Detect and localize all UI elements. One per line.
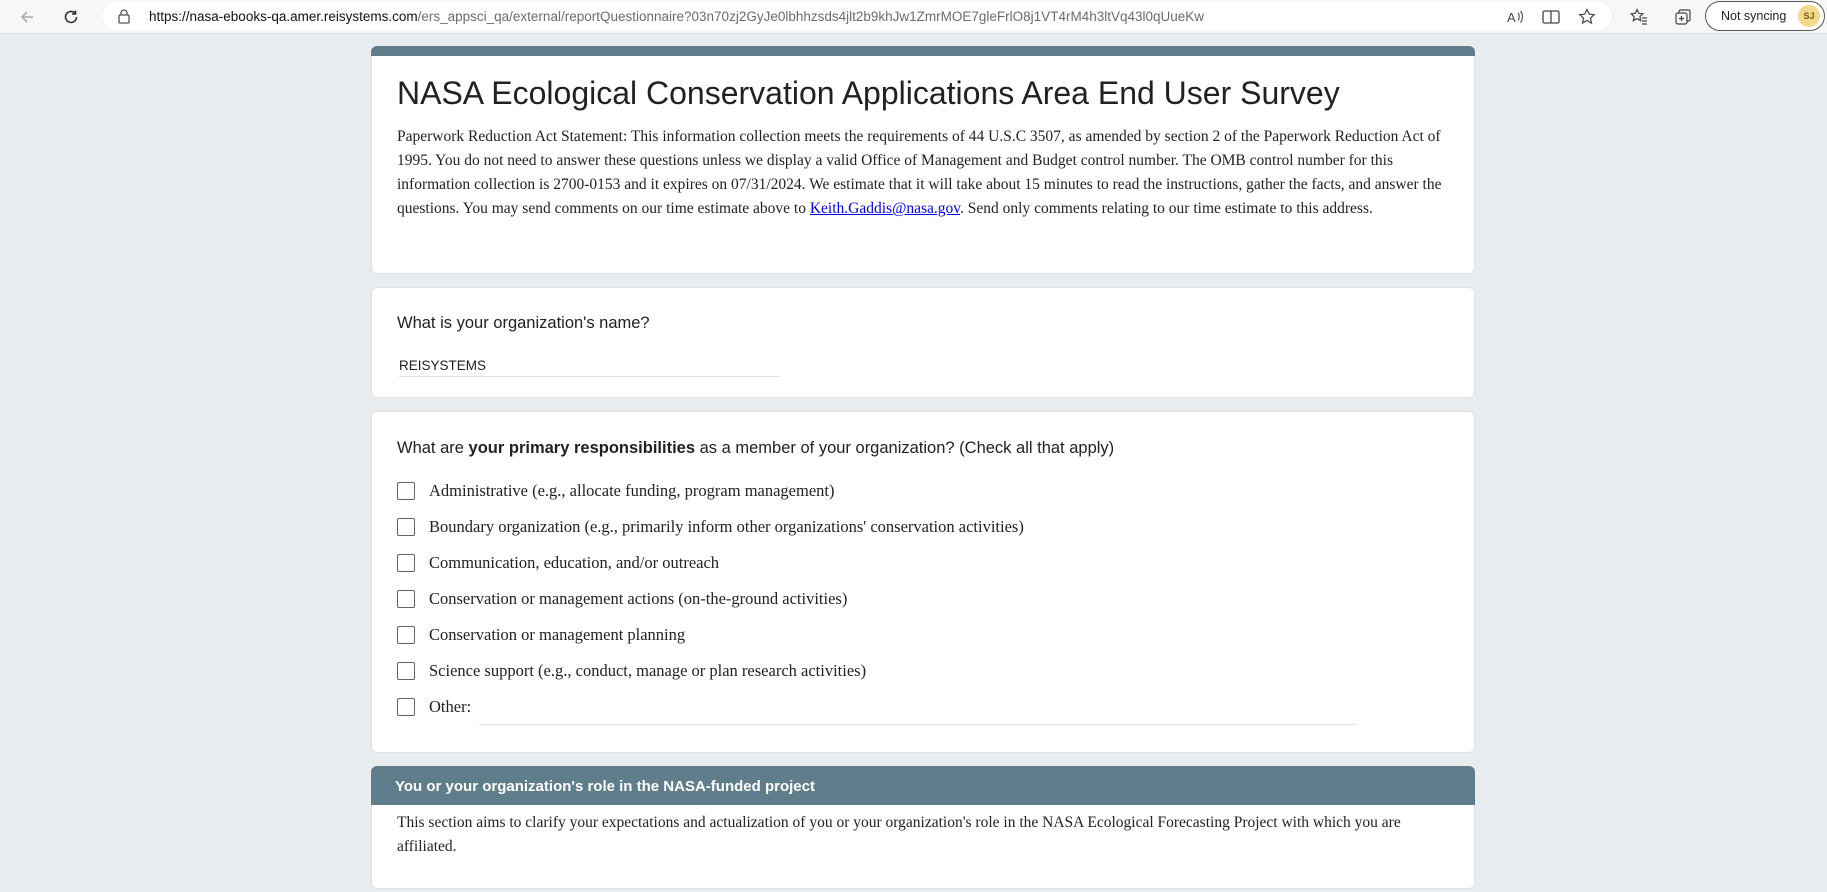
checkbox[interactable]	[397, 518, 415, 536]
paperwork-tail: . Send only comments relating to our time estimate to this address.	[960, 200, 1373, 217]
avatar: SJ	[1798, 5, 1820, 27]
question-label: What is your organization's name?	[397, 314, 650, 332]
paperwork-statement	[397, 125, 1447, 221]
option-administrative[interactable]	[397, 479, 835, 503]
sync-label: Not syncing	[1721, 9, 1787, 23]
immersive-reader-icon[interactable]	[1539, 5, 1563, 29]
survey-header-card	[371, 46, 1475, 274]
checkbox[interactable]	[397, 554, 415, 572]
collections-icon[interactable]	[1671, 5, 1695, 29]
option-communication[interactable]	[397, 551, 719, 575]
checkbox[interactable]	[397, 482, 415, 500]
question-card-responsibilities	[371, 411, 1475, 753]
section-header	[371, 766, 1475, 805]
checkbox[interactable]	[397, 698, 415, 716]
paperwork-text: Paperwork Reduction Act Statement: This information collection meets the requirements of 44 U.S.C 3507, as amended by section 2 of the Paperwork Reduction Act of 1995. You do not need to answer these questions unless we display a valid Office of Management and Budget control number. The OMB control number for this information collection is 2700-0153 and it expires on 07/31/2024. We estimate that it will take about 15 minutes to read the instructions, gather the facts, and answer the questions. You may send comments on our time estimate above to	[397, 128, 1442, 217]
page-title: NASA Ecological Conservation Applications Area End User Survey	[397, 75, 1340, 111]
option-conservation-planning[interactable]	[397, 623, 685, 647]
question-label-bold: your primary responsibilities	[468, 439, 696, 457]
header-accent-bar	[371, 46, 1475, 56]
option-label: Other:	[429, 697, 472, 716]
option-other[interactable]	[397, 695, 471, 719]
address-bar[interactable]	[103, 2, 1611, 30]
section-description: This section aims to clarify your expectations and actualization of you or your organization's role in the NASA Ecological Forecasting Project with which you are affiliated.	[397, 814, 1401, 855]
option-label: Science support (e.g., conduct, manage or plan research activities)	[429, 661, 867, 680]
section-body	[371, 805, 1475, 889]
add-favorite-icon[interactable]	[1575, 5, 1599, 29]
option-label: Administrative (e.g., allocate funding, program management)	[429, 481, 835, 500]
section-title: You or your organization's role in the NASA-funded project	[395, 778, 815, 795]
question-label-post: as a member of your organization? (Check all that apply)	[695, 439, 1115, 457]
favorites-icon[interactable]	[1627, 5, 1651, 29]
option-conservation-actions[interactable]	[397, 587, 847, 611]
option-science-support[interactable]	[397, 659, 866, 683]
refresh-icon[interactable]	[58, 4, 84, 30]
other-text-input[interactable]	[479, 724, 1355, 725]
question-label-pre: What are	[397, 439, 469, 457]
back-icon[interactable]	[14, 4, 40, 30]
option-label: Boundary organization (e.g., primarily inform other organizations' conservation activities)	[429, 517, 1024, 536]
org-name-input[interactable]: REISYSTEMS	[399, 355, 779, 377]
option-boundary-organization[interactable]	[397, 515, 1024, 539]
svg-text:A: A	[1507, 10, 1516, 25]
checkbox[interactable]	[397, 590, 415, 608]
option-label: Conservation or management actions (on-the-ground activities)	[429, 589, 848, 608]
url-text	[149, 9, 1204, 24]
checkbox[interactable]	[397, 662, 415, 680]
question-card-org-name	[371, 287, 1475, 398]
sync-status-button[interactable]	[1705, 1, 1825, 31]
url-host: https://nasa-ebooks-qa.amer.reisystems.com	[149, 9, 418, 24]
option-label: Communication, education, and/or outreach	[429, 553, 720, 572]
lock-icon[interactable]	[117, 8, 131, 29]
browser-toolbar	[0, 0, 1827, 34]
question-label	[397, 439, 1114, 458]
read-aloud-icon[interactable]	[1503, 5, 1527, 29]
checkbox[interactable]	[397, 626, 415, 644]
url-path: /ers_appsci_qa/external/reportQuestionnaire?03n70zj2GyJe0lbhhzsds4jlt2b9khJw1ZmrMOE7gleFrlO8j1VT4rM4h3ltVq43l0qUueKw	[417, 9, 1205, 24]
option-label: Conservation or management planning	[429, 625, 686, 644]
contact-email-link[interactable]: Keith.Gaddis@nasa.gov	[809, 200, 961, 217]
